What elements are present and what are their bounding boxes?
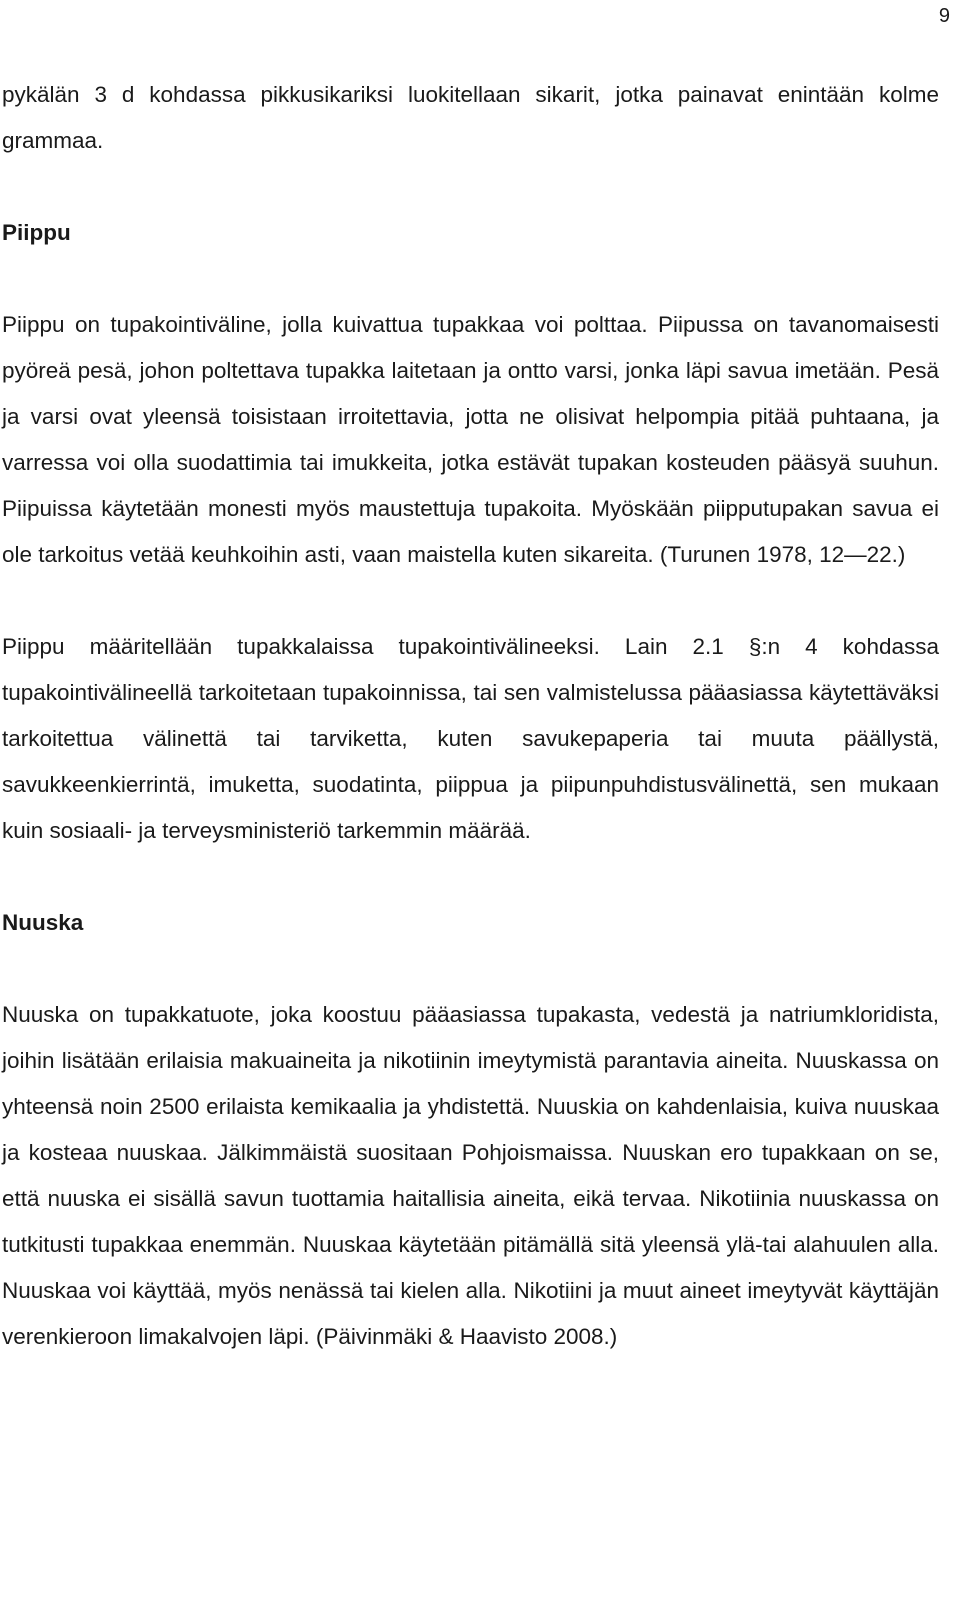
paragraph-piippu-law: Piippu määritellään tupakkalaissa tupakointivälineeksi. Lain 2.1 §:n 4 kohdassa tupakointivälineellä tarkoitetaan tupakoinnissa, tai sen valmistelussa pääasiassa käytettäväksi tarkoitettua välinettä tai tarviketta, kuten savukepaperia tai muuta päällystä, savukkeenkierrintä, imuketta, suodatinta, piippua ja piipunpuhdistusvälinettä, sen mukaan kuin sosiaali- ja terveysministeriö tarkemmin määrää.	[2, 634, 939, 843]
page-number: 9	[938, 5, 950, 27]
paragraph-piippu-description: Piippu on tupakointiväline, jolla kuivattua tupakkaa voi polttaa. Piipussa on tavanomaisesti pyöreä pesä, johon poltettava tupakka laitetaan ja ontto varsi, jonka läpi savua imetään. Pesä ja varsi ovat yleensä toisistaan irroitettavia, jotta ne olisivat helpompia pitää puhtaana, ja varressa voi olla suodattimia tai imukkeita, jotka estävät tupakan kosteuden pääsyä suuhun. Piipuissa käytetään monesti myös maustettuja tupakoita. Myöskään piipputupakan savua ei ole tarkoitus vetää keuhkoihin asti, vaan maistella kuten sikareita. (Turunen 1978, 12—22.)	[2, 312, 939, 567]
paragraph-pikkusikari: pykälän 3 d kohdassa pikkusikariksi luokitellaan sikarit, jotka painavat enintään kolme grammaa.	[2, 82, 939, 153]
heading-nuuska: Nuuska	[2, 910, 84, 935]
document-body	[2, 72, 939, 1360]
heading-piippu: Piippu	[2, 220, 71, 245]
paragraph-nuuska-description: Nuuska on tupakkatuote, joka koostuu pääasiassa tupakasta, vedestä ja natriumkloridista, joihin lisätään erilaisia makuaineita ja nikotiinin imeytymistä parantavia aineita. Nuuskassa on yhteensä noin 2500 erilaista kemikaalia ja yhdistettä. Nuuskia on kahdenlaisia, kuiva nuuskaa ja kosteaa nuuskaa. Jälkimmäistä suositaan Pohjoismaissa. Nuuskan ero tupakkaan on se, että nuuska ei sisällä savun tuottamia haitallisia aineita, eikä tervaa. Nikotiinia nuuskassa on tutkitusti tupakkaa enemmän. Nuuskaa käytetään pitämällä sitä yleensä ylä-tai alahuulen alla. Nuuskaa voi käyttää, myös nenässä tai kielen alla. Nikotiini ja muut aineet imeytyvät käyttäjän verenkieroon limakalvojen läpi. (Päivinmäki & Haavisto 2008.)	[2, 1002, 939, 1349]
